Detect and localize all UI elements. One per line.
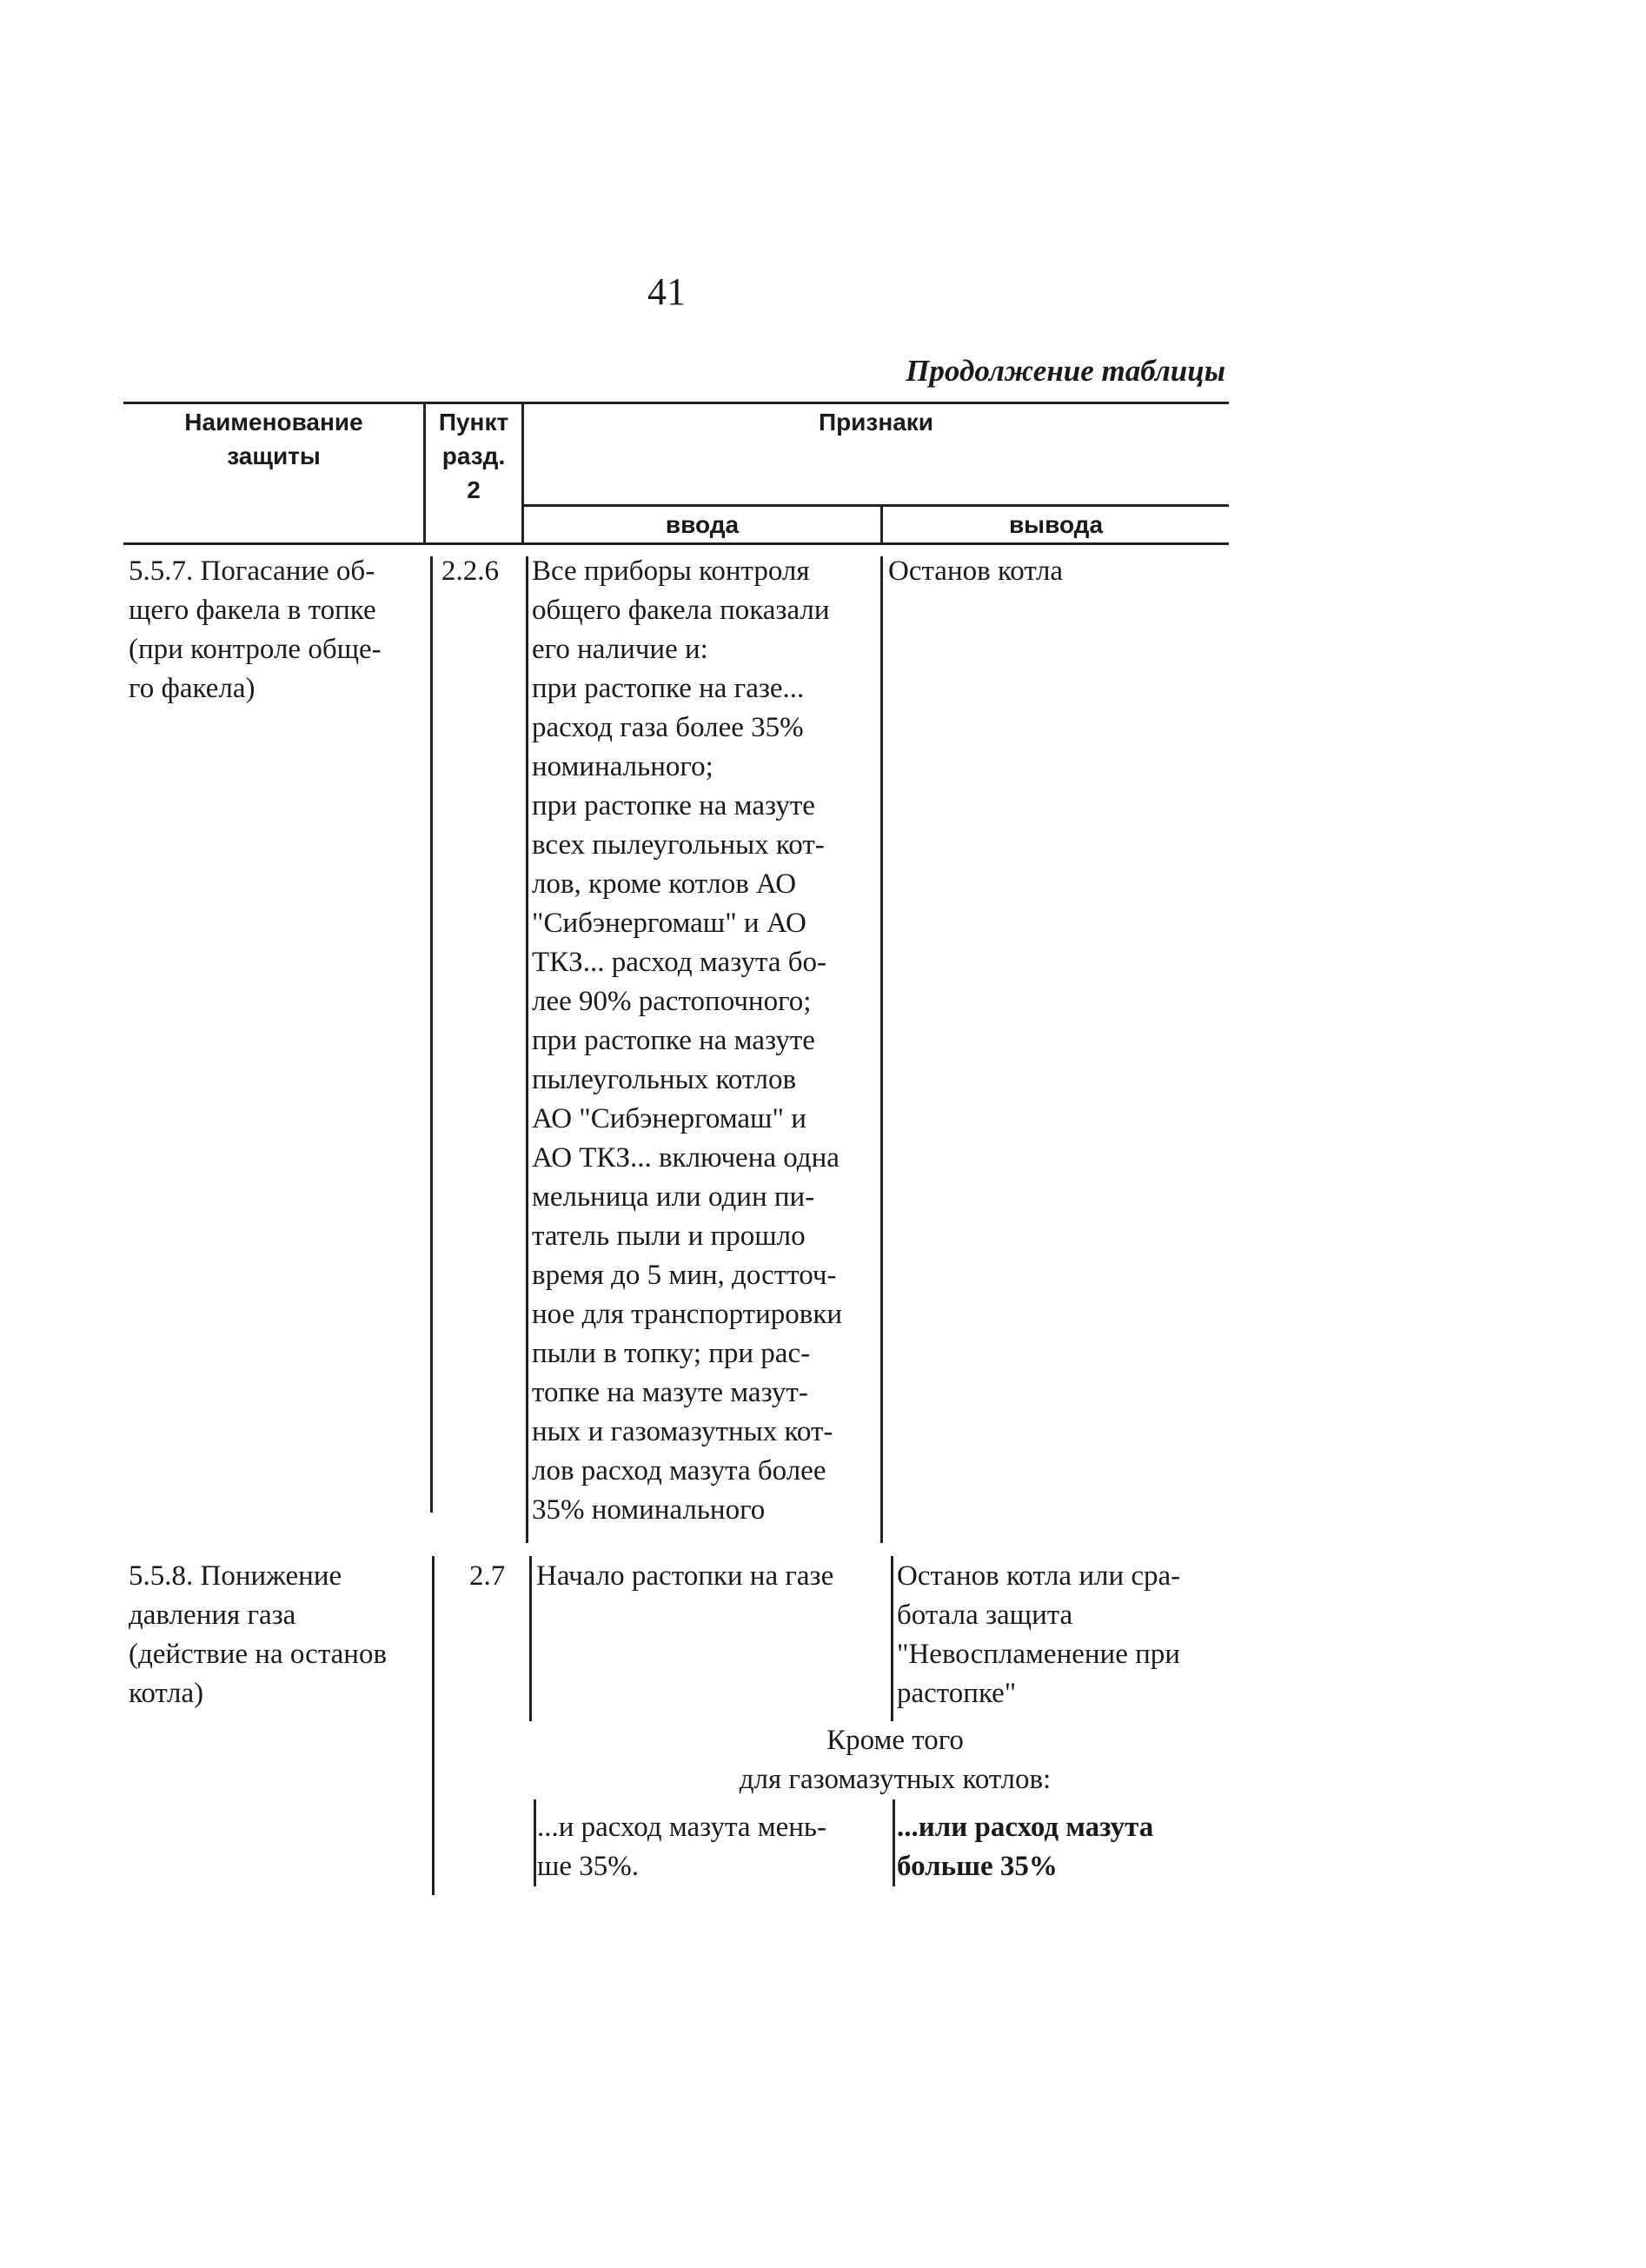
- row1-input-line: ных и газомазутных кот-: [532, 1416, 833, 1447]
- row2-name-line: котла): [129, 1678, 204, 1709]
- row1-name: [129, 552, 382, 708]
- row1-divider-name-point: [430, 556, 433, 1513]
- header-signs: Признаки: [818, 409, 934, 436]
- row1-input-line: пыли в топку; при рас-: [532, 1338, 811, 1369]
- row2-name-line: 5.5.8. Понижение: [129, 1560, 342, 1592]
- row1-input-line: лов, кроме котлов АО: [532, 868, 797, 900]
- row1-input-line: номинального;: [532, 751, 713, 782]
- row1-input-line: при растопке на мазуте: [532, 1025, 815, 1056]
- row1-input: [532, 552, 842, 1530]
- row1-output: Останов котла: [888, 555, 1064, 587]
- row1-name-line: (при контроле обще-: [129, 634, 382, 665]
- row1-input-line: Все приборы контроля: [532, 555, 810, 587]
- row1-input-line: мельница или один пи-: [532, 1181, 815, 1213]
- header-point-line: 2: [467, 476, 481, 503]
- row1-input-line: татель пыли и прошло: [532, 1220, 806, 1252]
- row1-divider-input-output: [880, 556, 883, 1543]
- header-name-line: Наименование: [184, 409, 363, 436]
- row1-input-line: при растопке на мазуте: [532, 790, 815, 821]
- row2-output-line: Останов котла или сра-: [897, 1560, 1181, 1592]
- row1-name-line: щего факела в топке: [129, 595, 376, 626]
- row2-input2-line: ше 35%.: [537, 1851, 640, 1882]
- row1-name-line: го факела): [129, 673, 256, 704]
- row2-output-line: "Невоспламенение при: [897, 1639, 1180, 1670]
- row1-name-line: 5.5.7. Погасание об-: [129, 555, 375, 587]
- header-name-line: защиты: [227, 442, 321, 469]
- row2-output2-line: ...или расход мазута: [897, 1812, 1154, 1843]
- row1-input-line: общего факела показали: [532, 595, 830, 626]
- table-top-rule: [123, 402, 1229, 404]
- row2-output2: [897, 1808, 1153, 1886]
- subheader-rule: [521, 504, 1229, 507]
- row2-name: [129, 1557, 387, 1713]
- row1-input-line: ное для транспортировки: [532, 1299, 843, 1330]
- row2-note-line: Кроме того: [826, 1725, 964, 1756]
- row1-input-line: лее 90% растопочного;: [532, 986, 812, 1017]
- header-point-line: разд.: [441, 442, 506, 469]
- row1-input-line: при растопке на газе...: [532, 673, 805, 704]
- row2-divider-input-output2: [893, 1799, 895, 1886]
- row2-point: 2.7: [469, 1560, 506, 1592]
- row1-input-line: АО ТКЗ... включена одна: [532, 1142, 840, 1174]
- row2-name-line: (действие на останов: [129, 1639, 388, 1670]
- table-caption: Продолжение таблицы: [906, 354, 1225, 388]
- header-bottom-rule: [123, 542, 1229, 545]
- header-input: ввода: [665, 511, 740, 538]
- page-number: 41: [647, 270, 686, 313]
- header-output: вывода: [1008, 511, 1104, 538]
- row1-input-line: всех пылеугольных кот-: [532, 829, 825, 861]
- row1-input-line: его наличие и:: [532, 634, 708, 665]
- row2-name-line: давления газа: [129, 1600, 296, 1631]
- row1-divider-point-input: [526, 556, 528, 1543]
- row1-input-line: лов расход мазута более: [532, 1455, 826, 1487]
- row1-point: 2.2.6: [441, 555, 499, 587]
- row2-output2-line: больше 35%: [897, 1851, 1058, 1882]
- row2-note-line: для газомазутных котлов:: [739, 1764, 1052, 1795]
- row2-note: [678, 1721, 1112, 1799]
- row1-input-line: топке на мазуте мазут-: [532, 1377, 808, 1408]
- row1-input-line: ТКЗ... расход мазута бо-: [532, 947, 827, 978]
- header-point: [426, 405, 521, 507]
- row2-divider-input-output: [891, 1556, 893, 1721]
- row2-input: Начало растопки на газе: [536, 1560, 834, 1592]
- row2-input2: [537, 1808, 826, 1886]
- header-point-line: Пункт: [438, 409, 509, 436]
- row2-divider-point-input: [529, 1556, 532, 1721]
- row1-input-line: 35% номинального: [532, 1494, 766, 1526]
- row1-input-line: "Сибэнергомаш" и АО: [532, 908, 806, 939]
- row1-input-line: время до 5 мин, достточ-: [532, 1260, 837, 1291]
- row2-divider-point-input2: [534, 1799, 536, 1886]
- row2-input2-line: ...и расход мазута мень-: [537, 1812, 826, 1843]
- row1-input-line: расход газа более 35%: [532, 712, 804, 743]
- header-name: [130, 405, 417, 473]
- row2-output-line: ботала защита: [897, 1600, 1073, 1631]
- row2-output-line: растопке": [897, 1678, 1017, 1709]
- row2-divider-name-point: [432, 1556, 435, 1895]
- row2-output: [897, 1557, 1180, 1713]
- row1-input-line: АО "Сибэнергомаш" и: [532, 1103, 806, 1134]
- row1-input-line: пылеугольных котлов: [532, 1064, 797, 1095]
